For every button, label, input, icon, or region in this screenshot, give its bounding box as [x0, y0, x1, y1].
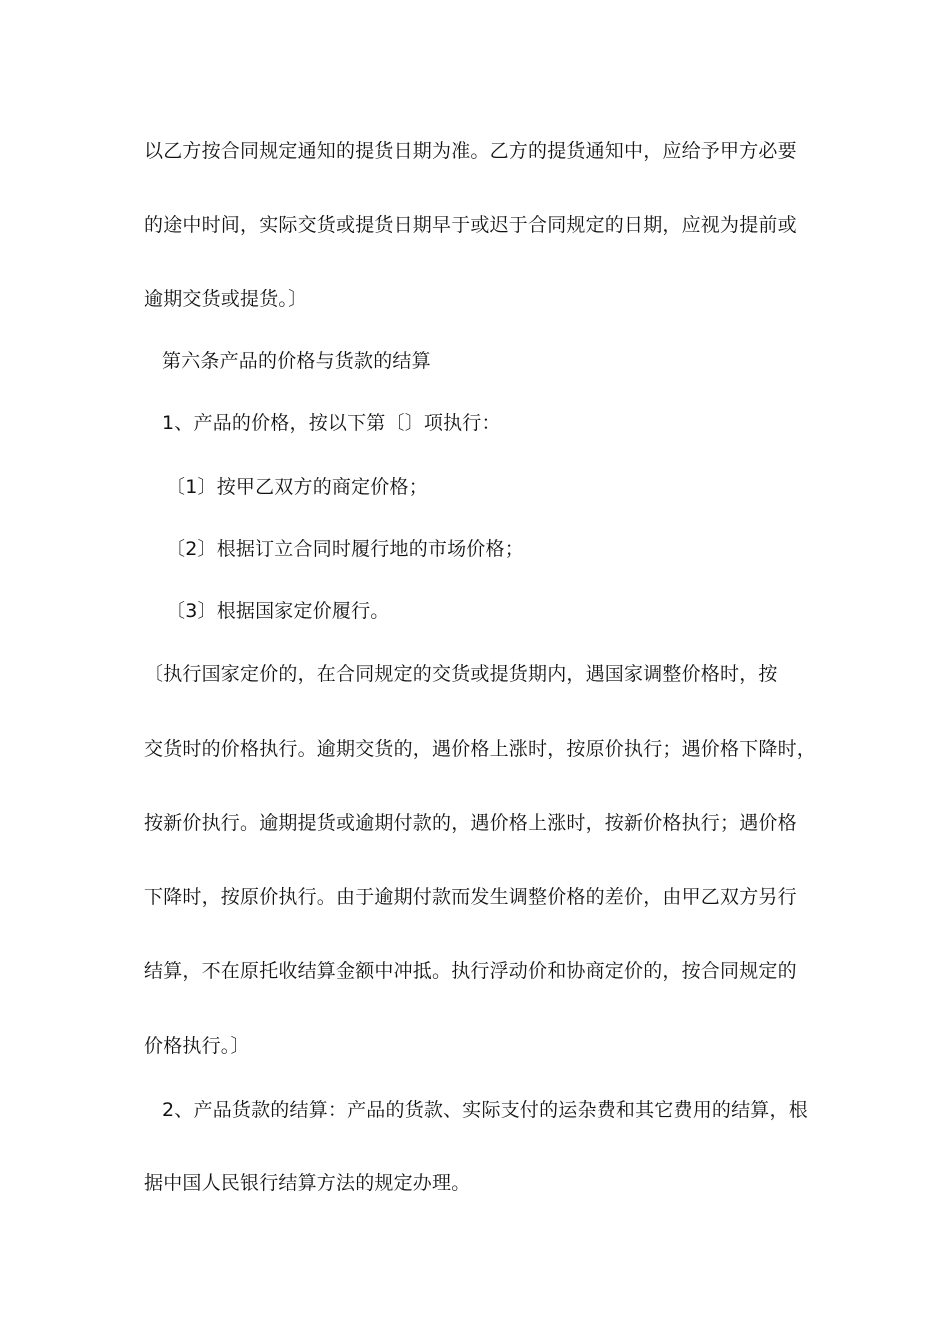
paragraph-line: 〔执行国家定价的，在合同规定的交货或提货期内，遇国家调整价格时，按: [144, 663, 778, 685]
paragraph-line: 逾期交货或提货。〕: [144, 288, 308, 310]
clause-option: 〔1〕按甲乙双方的商定价格；: [166, 476, 428, 498]
paragraph-line: 结算，不在原托收结算金额中冲抵。执行浮动价和协商定价的，按合同规定的: [144, 960, 797, 982]
paragraph-line: 交货时的价格执行。逾期交货的，遇价格上涨时，按原价执行；遇价格下降时，: [144, 738, 817, 760]
paragraph-line: 按新价执行。逾期提货或逾期付款的，遇价格上涨时，按新价格执行；遇价格: [144, 812, 797, 834]
paragraph-line: 据中国人民银行结算方法的规定办理。: [144, 1172, 471, 1194]
paragraph-line: 的途中时间，实际交货或提货日期早于或迟于合同规定的日期，应视为提前或: [144, 214, 797, 236]
clause-option: 〔3〕根据国家定价履行。: [166, 600, 390, 622]
clause-item: 2、产品货款的结算：产品的货款、实际支付的运杂费和其它费用的结算，根: [162, 1099, 808, 1121]
clause-option: 〔2〕根据订立合同时履行地的市场价格；: [166, 538, 524, 560]
paragraph-line: 以乙方按合同规定通知的提货日期为准。乙方的提货通知中，应给予甲方必要: [144, 140, 797, 162]
paragraph-line: 下降时，按原价执行。由于逾期付款而发生调整价格的差价，由甲乙双方另行: [144, 886, 797, 908]
section-heading: 第六条产品的价格与货款的结算: [162, 350, 431, 372]
clause-item: 1、产品的价格，按以下第〔〕项执行：: [162, 412, 501, 434]
paragraph-line: 价格执行。〕: [144, 1035, 250, 1057]
